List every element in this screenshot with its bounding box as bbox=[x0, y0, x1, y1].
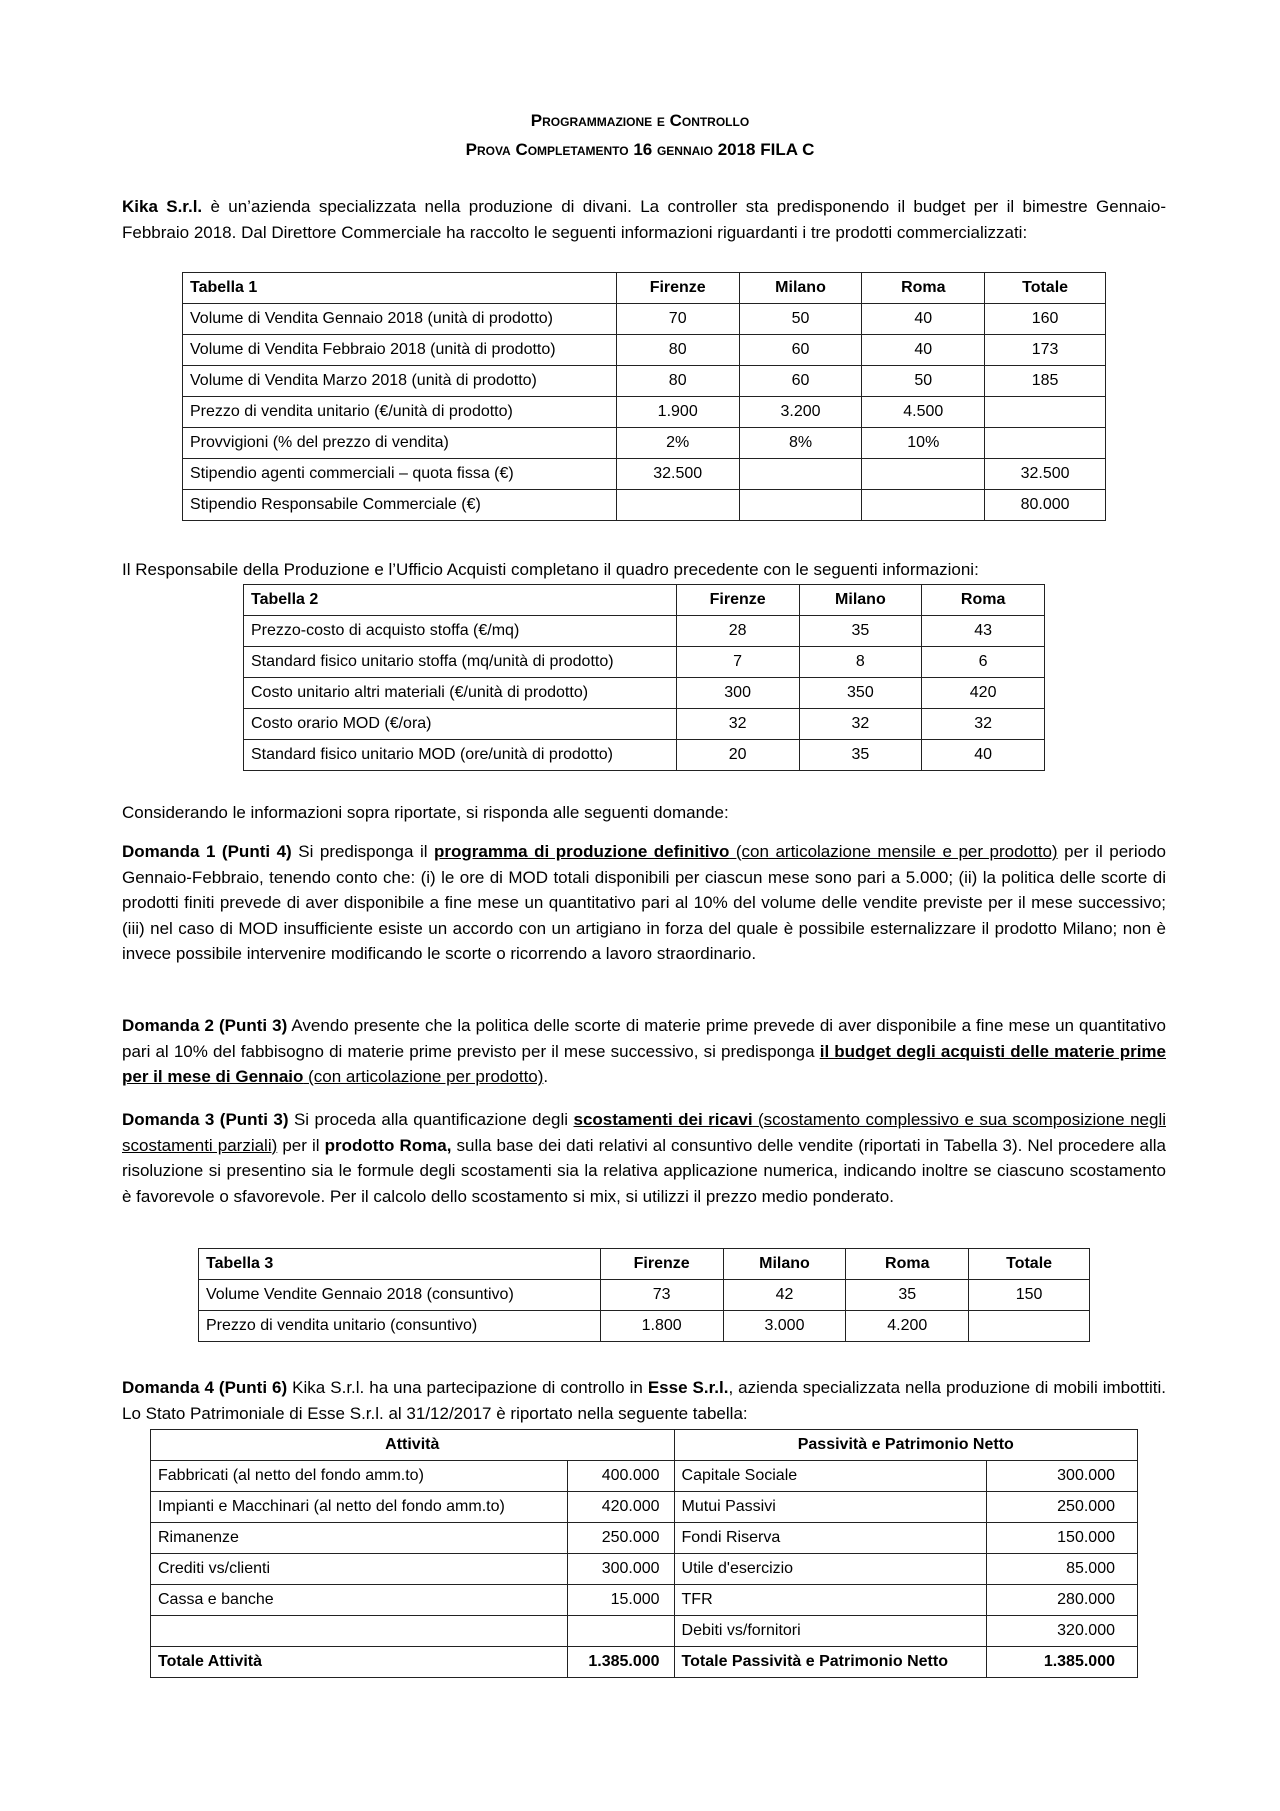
row-label: Prezzo di vendita unitario (consuntivo) bbox=[199, 1311, 601, 1342]
table-header-cell: Roma bbox=[922, 585, 1045, 616]
total-liabilities-value: 1.385.000 bbox=[987, 1647, 1138, 1678]
row-label: Prezzo-costo di acquisto stoffa (€/mq) bbox=[244, 616, 677, 647]
document-subtitle: Prova Completamento 16 gennaio 2018 FILA C bbox=[465, 140, 815, 159]
table-header-cell: Firenze bbox=[616, 273, 739, 304]
table-header-cell: Milano bbox=[723, 1249, 846, 1280]
table-cell bbox=[862, 490, 985, 521]
table-header-cell: Tabella 3 bbox=[199, 1249, 601, 1280]
table-cell: 4.500 bbox=[862, 397, 985, 428]
table-row bbox=[244, 740, 1045, 771]
table-cell: 60 bbox=[739, 366, 862, 397]
table-cell: 1.800 bbox=[600, 1311, 723, 1342]
question-label: Domanda 1 (Punti 4) bbox=[122, 842, 292, 861]
table-cell: 300 bbox=[676, 678, 799, 709]
table-cell: 43 bbox=[922, 616, 1045, 647]
table-row bbox=[183, 304, 1106, 335]
question-emphasis: programma di produzione definitivo bbox=[434, 842, 730, 861]
row-label: Prezzo di vendita unitario (€/unità di prodotto) bbox=[183, 397, 617, 428]
table-cell: 3.000 bbox=[723, 1311, 846, 1342]
table-row bbox=[244, 678, 1045, 709]
liabilities-header: Passività e Patrimonio Netto bbox=[674, 1430, 1137, 1461]
row-label: Costo unitario altri materiali (€/unità di prodotto) bbox=[244, 678, 677, 709]
question-text: (con articolazione mensile e per prodotto) bbox=[729, 842, 1058, 861]
table-row bbox=[244, 647, 1045, 678]
table-cell: 1.900 bbox=[616, 397, 739, 428]
table-cell: 150 bbox=[969, 1280, 1090, 1311]
question-text: (scostamento complessivo e sua scomposizione negli scostamenti parziali) bbox=[122, 1110, 1166, 1155]
table-header-cell: Roma bbox=[846, 1249, 969, 1280]
question-emphasis: prodotto Roma, bbox=[324, 1135, 452, 1155]
asset-value: 15.000 bbox=[567, 1585, 674, 1616]
table-header-row bbox=[199, 1249, 1090, 1280]
question-text: per il periodo Gennaio-Febbraio, tenendo conto che: (i) le ore di MOD totali disponibili per ciascun mese sono pari a 5.000; (ii) la politica delle scorte di prodotti finiti prevede di aver disponibile a fine mese un quantitativo pari al 10% del volume delle vendite previste per il mese successivo; (iii) nel caso di MOD insufficiente esiste un accordo con un artigiano in forza del quale è possibile esternalizzare il prodotto Milano; non è invece possibile intervenire modificando le scorte o ricorrendo a lavoro straordinario. bbox=[122, 842, 1166, 963]
table-row bbox=[244, 616, 1045, 647]
question-emphasis: Esse S.r.l. bbox=[647, 1378, 729, 1397]
balance-sheet-table bbox=[150, 1429, 1138, 1678]
table-row bbox=[183, 490, 1106, 521]
company-name: Kika S.r.l. bbox=[122, 197, 203, 216]
question-emphasis: il budget degli acquisti delle materie prime per il mese di Gennaio bbox=[122, 1041, 1166, 1086]
table-cell: 50 bbox=[739, 304, 862, 335]
row-label: Volume Vendite Gennaio 2018 (consuntivo) bbox=[199, 1280, 601, 1311]
asset-label: Cassa e banche bbox=[151, 1585, 568, 1616]
row-label: Costo orario MOD (€/ora) bbox=[244, 709, 677, 740]
asset-value bbox=[567, 1616, 674, 1647]
table-cell bbox=[985, 397, 1106, 428]
liability-label: Utile d'esercizio bbox=[674, 1554, 987, 1585]
table-cell: 32.500 bbox=[985, 459, 1106, 490]
asset-label: Impianti e Macchinari (al netto del fondo amm.to) bbox=[151, 1492, 568, 1523]
intro-text: è un’azienda specializzata nella produzione di divani. La controller sta predisponendo il budget per il bimestre Gennaio-Febbraio 2018. Dal Direttore Commerciale ha raccolto le seguenti informazioni riguardanti i tre prodotti commercializzati: bbox=[122, 197, 1166, 242]
row-label: Volume di Vendita Gennaio 2018 (unità di prodotto) bbox=[183, 304, 617, 335]
table-2 bbox=[243, 584, 1045, 771]
table-1 bbox=[182, 272, 1106, 521]
table-row bbox=[199, 1280, 1090, 1311]
table-cell bbox=[985, 428, 1106, 459]
table-row bbox=[151, 1616, 1138, 1647]
table-row bbox=[183, 397, 1106, 428]
document-title: Programmazione e Controllo bbox=[530, 111, 750, 130]
table-cell: 160 bbox=[985, 304, 1106, 335]
row-label: Standard fisico unitario stoffa (mq/unità di prodotto) bbox=[244, 647, 677, 678]
total-row bbox=[151, 1647, 1138, 1678]
question-text: , azienda specializzata nella produzione di mobili imbottiti. Lo Stato Patrimoniale di Esse S.r.l. al 31/12/2017 è riportato nella seguente tabella: bbox=[122, 1378, 1167, 1423]
table-header-row bbox=[183, 273, 1106, 304]
table-cell: 50 bbox=[862, 366, 985, 397]
table-cell bbox=[862, 459, 985, 490]
table-header-cell: Firenze bbox=[676, 585, 799, 616]
liability-value: 320.000 bbox=[987, 1616, 1138, 1647]
table-cell: 40 bbox=[922, 740, 1045, 771]
table-cell: 28 bbox=[676, 616, 799, 647]
asset-value: 300.000 bbox=[567, 1554, 674, 1585]
table-cell: 32 bbox=[799, 709, 922, 740]
table-header-cell: Totale bbox=[985, 273, 1106, 304]
table-cell: 2% bbox=[616, 428, 739, 459]
table-cell: 35 bbox=[846, 1280, 969, 1311]
liability-value: 300.000 bbox=[987, 1461, 1138, 1492]
table-cell bbox=[739, 490, 862, 521]
liability-label: Capitale Sociale bbox=[674, 1461, 987, 1492]
table-cell bbox=[969, 1311, 1090, 1342]
question-text: per il bbox=[277, 1135, 325, 1155]
row-label: Provvigioni (% del prezzo di vendita) bbox=[183, 428, 617, 459]
assets-header: Attività bbox=[151, 1430, 675, 1461]
question-label: Domanda 3 (Punti 3) bbox=[122, 1110, 289, 1129]
table-cell: 185 bbox=[985, 366, 1106, 397]
table-row bbox=[183, 459, 1106, 490]
total-assets-value: 1.385.000 bbox=[567, 1647, 674, 1678]
table-header-cell: Milano bbox=[739, 273, 862, 304]
liability-value: 150.000 bbox=[987, 1523, 1138, 1554]
table-cell: 7 bbox=[676, 647, 799, 678]
table-header-cell: Firenze bbox=[600, 1249, 723, 1280]
row-label: Volume di Vendita Marzo 2018 (unità di prodotto) bbox=[183, 366, 617, 397]
question-text: Si predisponga il bbox=[291, 842, 435, 861]
table-cell: 80.000 bbox=[985, 490, 1106, 521]
question-1 bbox=[122, 839, 1166, 967]
table-header-cell: Milano bbox=[799, 585, 922, 616]
table-cell: 173 bbox=[985, 335, 1106, 366]
table-cell: 80 bbox=[616, 335, 739, 366]
total-assets-label: Totale Attività bbox=[151, 1647, 568, 1678]
question-text: (con articolazione per prodotto) bbox=[303, 1067, 544, 1086]
question-text: sulla base dei dati relativi al consuntivo delle vendite (riportati in Tabella 3). Nel procedere alla risoluzione si presentino sia le formule degli scostamenti sia la relativa applicazione numerica, indicando inoltre se ciascuno scostamento è favorevole o sfavorevole. Per il calcolo dello scostamento si mix, si utilizzi il prezzo medio ponderato. bbox=[122, 1135, 1166, 1206]
total-liabilities-label: Totale Passività e Patrimonio Netto bbox=[674, 1647, 987, 1678]
table-cell: 70 bbox=[616, 304, 739, 335]
row-label: Stipendio agenti commerciali – quota fissa (€) bbox=[183, 459, 617, 490]
table-cell: 6 bbox=[922, 647, 1045, 678]
table-header-cell: Roma bbox=[862, 273, 985, 304]
asset-label: Crediti vs/clienti bbox=[151, 1554, 568, 1585]
table-cell: 3.200 bbox=[739, 397, 862, 428]
table-cell bbox=[616, 490, 739, 521]
liability-label: Debiti vs/fornitori bbox=[674, 1616, 987, 1647]
question-text: Kika S.r.l. ha una partecipazione di controllo in bbox=[287, 1378, 648, 1397]
question-text: Si proceda alla quantificazione degli bbox=[288, 1110, 574, 1129]
question-emphasis: scostamenti dei ricavi bbox=[573, 1110, 753, 1129]
table-cell: 32 bbox=[676, 709, 799, 740]
liability-value: 250.000 bbox=[987, 1492, 1138, 1523]
row-label: Volume di Vendita Febbraio 2018 (unità di prodotto) bbox=[183, 335, 617, 366]
liability-value: 280.000 bbox=[987, 1585, 1138, 1616]
table-header-cell: Totale bbox=[969, 1249, 1090, 1280]
asset-value: 420.000 bbox=[567, 1492, 674, 1523]
questions-intro: Considerando le informazioni sopra riportate, si risponda alle seguenti domande: bbox=[122, 803, 729, 822]
table-3 bbox=[198, 1248, 1090, 1342]
table-cell: 32.500 bbox=[616, 459, 739, 490]
row-label: Standard fisico unitario MOD (ore/unità di prodotto) bbox=[244, 740, 677, 771]
question-text: . bbox=[543, 1067, 549, 1086]
liability-label: TFR bbox=[674, 1585, 987, 1616]
table-row bbox=[199, 1311, 1090, 1342]
liability-label: Fondi Riserva bbox=[674, 1523, 987, 1554]
table-cell: 8% bbox=[739, 428, 862, 459]
table-cell: 8 bbox=[799, 647, 922, 678]
asset-value: 250.000 bbox=[567, 1523, 674, 1554]
table-cell: 32 bbox=[922, 709, 1045, 740]
table-cell: 80 bbox=[616, 366, 739, 397]
table-row bbox=[151, 1585, 1138, 1616]
table-cell: 60 bbox=[739, 335, 862, 366]
table-cell: 73 bbox=[600, 1280, 723, 1311]
table-row bbox=[244, 709, 1045, 740]
table-header-cell: Tabella 1 bbox=[183, 273, 617, 304]
table-row bbox=[151, 1461, 1138, 1492]
table-cell: 40 bbox=[862, 304, 985, 335]
asset-label bbox=[151, 1616, 568, 1647]
row-label: Stipendio Responsabile Commerciale (€) bbox=[183, 490, 617, 521]
question-2 bbox=[122, 1013, 1166, 1090]
liability-label: Mutui Passivi bbox=[674, 1492, 987, 1523]
table-cell bbox=[739, 459, 862, 490]
intro-paragraph bbox=[122, 194, 1166, 245]
table-header-cell: Tabella 2 bbox=[244, 585, 677, 616]
table-cell: 40 bbox=[862, 335, 985, 366]
table-row bbox=[151, 1523, 1138, 1554]
table-cell: 4.200 bbox=[846, 1311, 969, 1342]
table-row bbox=[183, 366, 1106, 397]
table-cell: 42 bbox=[723, 1280, 846, 1311]
question-text: Avendo presente che la politica delle scorte di materie prime prevede di aver disponibile a fine mese un quantitativo pari al 10% del fabbisogno di materie prime previsto per il mese successivo, si predisponga bbox=[122, 1016, 1166, 1061]
table-row bbox=[151, 1554, 1138, 1585]
table-row bbox=[151, 1492, 1138, 1523]
question-label: Domanda 4 (Punti 6) bbox=[122, 1378, 288, 1397]
asset-value: 400.000 bbox=[567, 1461, 674, 1492]
table-cell: 420 bbox=[922, 678, 1045, 709]
table-cell: 35 bbox=[799, 616, 922, 647]
question-4 bbox=[122, 1375, 1166, 1426]
table-header-row bbox=[151, 1430, 1138, 1461]
table-cell: 350 bbox=[799, 678, 922, 709]
production-intro-paragraph: Il Responsabile della Produzione e l’Ufficio Acquisti completano il quadro precedente con le seguenti informazioni: bbox=[122, 560, 979, 579]
table-cell: 20 bbox=[676, 740, 799, 771]
table-cell: 10% bbox=[862, 428, 985, 459]
question-3 bbox=[122, 1107, 1166, 1209]
table-header-row bbox=[244, 585, 1045, 616]
table-row bbox=[183, 428, 1106, 459]
asset-label: Fabbricati (al netto del fondo amm.to) bbox=[151, 1461, 568, 1492]
asset-label: Rimanenze bbox=[151, 1523, 568, 1554]
question-label: Domanda 2 (Punti 3) bbox=[122, 1016, 288, 1035]
table-row bbox=[183, 335, 1106, 366]
liability-value: 85.000 bbox=[987, 1554, 1138, 1585]
table-cell: 35 bbox=[799, 740, 922, 771]
